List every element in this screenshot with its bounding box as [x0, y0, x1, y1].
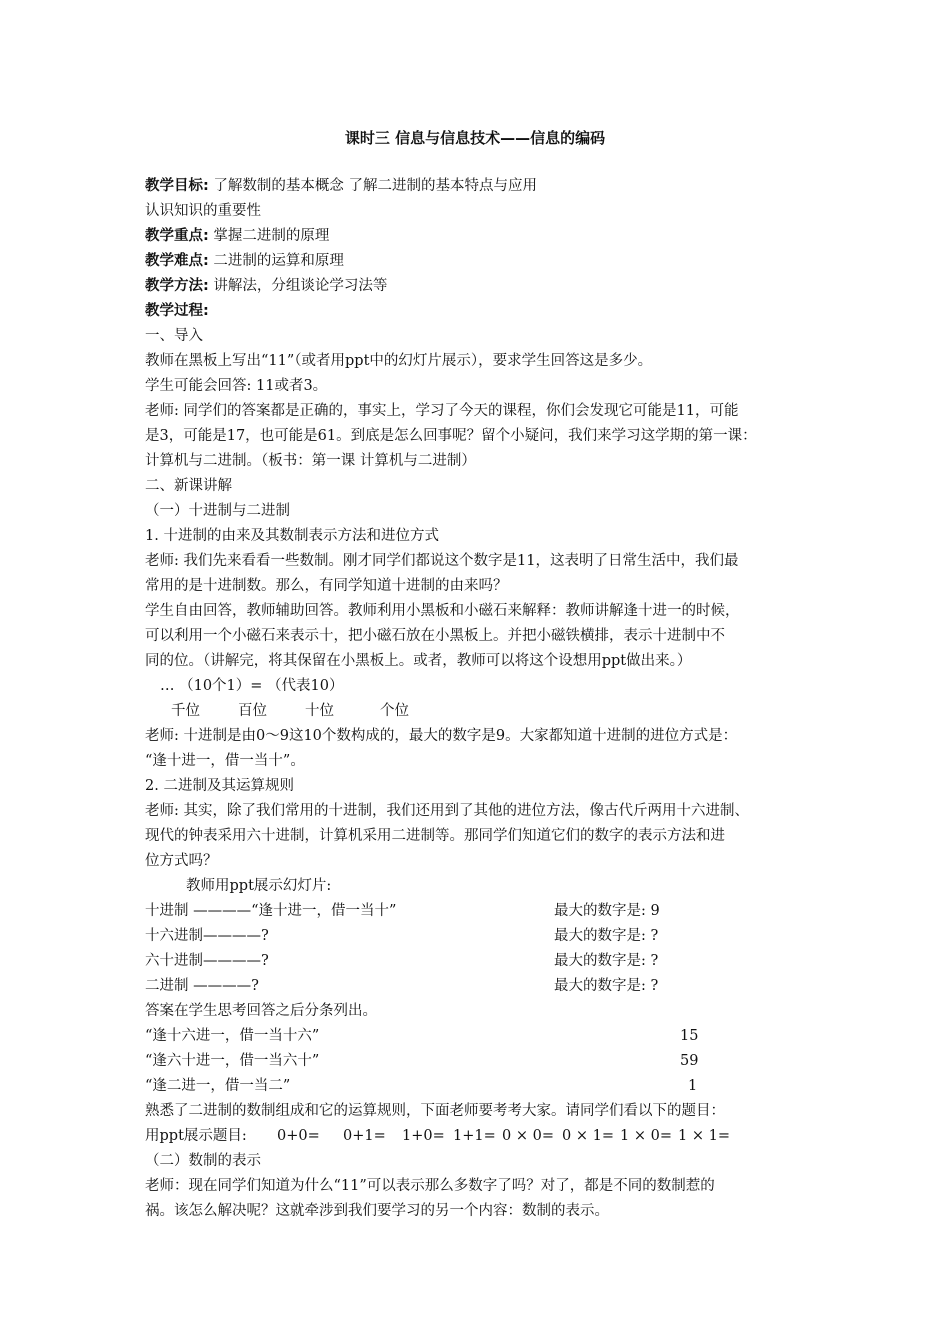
exercise-item: 0+1=: [343, 1128, 386, 1144]
item-1-heading: 1. 十进制的由来及其数制表示方法和进位方式: [145, 528, 439, 544]
place-label: 百位: [238, 703, 267, 719]
exercise-item: 1 × 1=: [678, 1128, 730, 1144]
place-label: 千位: [171, 703, 200, 719]
paragraph-line: 学生自由回答，教师辅助回答。教师利用小黑板和小磁石来解释：教师讲解逢十进一的时候，: [145, 603, 740, 619]
objectives-label: 教学目标:: [145, 178, 209, 194]
difficulties-text: 二进制的运算和原理: [213, 253, 344, 269]
paragraph-line: 老师: 其实，除了我们常用的十进制，我们还用到了其他的进位方法，像古代斤两用十六进制、: [145, 803, 749, 819]
subsection-1-heading: （一）十进制与二进制: [145, 503, 290, 519]
methods-line: [145, 276, 387, 296]
paragraph-line: 老师: 同学们的答案都是正确的，事实上，学习了今天的课程，你们会发现它可能是11，可能: [145, 403, 739, 419]
formula-line: … （10个1）= （代表10）: [160, 678, 344, 694]
table-row-max: 最大的数字是: ?: [554, 978, 659, 994]
paragraph-line: 同的位。（讲解完，将其保留在小黑板上。或者，教师可以将这个设想用ppt做出来。）: [145, 653, 692, 669]
objectives-continued: 认识知识的重要性: [145, 203, 261, 219]
table-row-name: 十六进制————?: [145, 928, 269, 944]
section-1-heading: 一、导入: [145, 328, 203, 344]
paragraph-line: 祸。该怎么解决呢？这就牵涉到我们要学习的另一个内容：数制的表示。: [145, 1203, 609, 1219]
paragraph-line: 熟悉了二进制的数制组成和它的运算规则，下面老师要考考大家。请同学们看以下的题目：: [145, 1103, 725, 1119]
paragraph-line: 老师: 我们先来看看一些数制。刚才同学们都说这个数字是11，这表明了日常生活中，我们最: [145, 553, 739, 569]
paragraph-line: 现代的钟表采用六十进制，计算机采用二进制等。那同学们知道它们的数字的表示方法和进: [145, 828, 725, 844]
answer-max: 59: [680, 1053, 699, 1069]
exercise-item: 0+0=: [277, 1128, 320, 1144]
difficulties-label: 教学难点:: [145, 253, 209, 269]
paragraph: 教师在黑板上写出“11”（或者用ppt中的幻灯片展示），要求学生回答这是多少。: [145, 353, 653, 369]
paragraph-line: 老师: 十进制是由0～9这10个数构成的，最大的数字是9。大家都知道十进制的进位方式是：: [145, 728, 738, 744]
difficulties-line: [145, 251, 344, 271]
key-points-line: [145, 226, 329, 246]
exercise-line: [145, 1126, 247, 1146]
table-row-name: 十进制 ————“逢十进一，借一当十”: [145, 903, 397, 919]
paragraph: 学生可能会回答: 11或者3。: [145, 378, 328, 394]
key-points-label: 教学重点:: [145, 228, 209, 244]
paragraph-line: 常用的是十进制数。那么，有同学知道十进制的由来吗？: [145, 578, 508, 594]
ppt-intro: 教师用ppt展示幻灯片:: [186, 878, 332, 894]
exercise-item: 1 × 0=: [620, 1128, 672, 1144]
answer-max: 15: [680, 1028, 699, 1044]
table-row-name: 二进制 ————?: [145, 978, 259, 994]
exercise-prefix: 用ppt展示题目:: [145, 1128, 247, 1144]
table-row-max: 最大的数字是: ?: [554, 928, 659, 944]
process-label: 教学过程:: [145, 303, 209, 319]
paragraph-line: 可以利用一个小磁石来表示十，把小磁石放在小黑板上。并把小磁铁横排，表示十进制中不: [145, 628, 725, 644]
paragraph-line: 位方式吗？: [145, 853, 218, 869]
paragraph-line: “逢十进一，借一当十”。: [145, 753, 305, 769]
paragraph-line: 老师：现在同学们知道为什么“11”可以表示那么多数字了吗？对了，都是不同的数制惹的: [145, 1178, 715, 1194]
section-2-heading: 二、新课讲解: [145, 478, 232, 494]
paragraph-line: 计算机与二进制。（板书：第一课 计算机与二进制）: [145, 453, 476, 469]
exercise-item: 0 × 1=: [562, 1128, 614, 1144]
objectives-line: [145, 176, 537, 196]
table-row-max: 最大的数字是: 9: [554, 903, 660, 919]
place-label: 十位: [305, 703, 334, 719]
place-label: 个位: [380, 703, 409, 719]
methods-label: 教学方法:: [145, 278, 209, 294]
answer-intro: 答案在学生思考回答之后分条列出。: [145, 1003, 377, 1019]
item-2-heading: 2. 二进制及其运算规则: [145, 778, 294, 794]
objectives-text: 了解数制的基本概念 了解二进制的基本特点与应用: [213, 178, 538, 194]
table-row-max: 最大的数字是: ?: [554, 953, 659, 969]
paragraph-line: 是3，可能是17，也可能是61。到底是怎么回事呢？留个小疑问，我们来学习这学期的第一课：: [145, 428, 757, 444]
lesson-title: 课时三 信息与信息技术——信息的编码: [344, 129, 606, 147]
table-row-name: 六十进制————?: [145, 953, 269, 969]
exercise-item: 1+1=: [453, 1128, 496, 1144]
answer-rule: “逢十六进一，借一当十六”: [145, 1028, 320, 1044]
answer-max: 1: [688, 1078, 698, 1094]
exercise-item: 0 × 0=: [502, 1128, 554, 1144]
subsection-2-heading: （二）数制的表示: [145, 1153, 261, 1169]
answer-rule: “逢二进一，借一当二”: [145, 1078, 291, 1094]
methods-text: 讲解法，分组谈论学习法等: [213, 278, 388, 294]
key-points-text: 掌握二进制的原理: [213, 228, 330, 244]
exercise-item: 1+0=: [402, 1128, 445, 1144]
answer-rule: “逢六十进一，借一当六十”: [145, 1053, 320, 1069]
